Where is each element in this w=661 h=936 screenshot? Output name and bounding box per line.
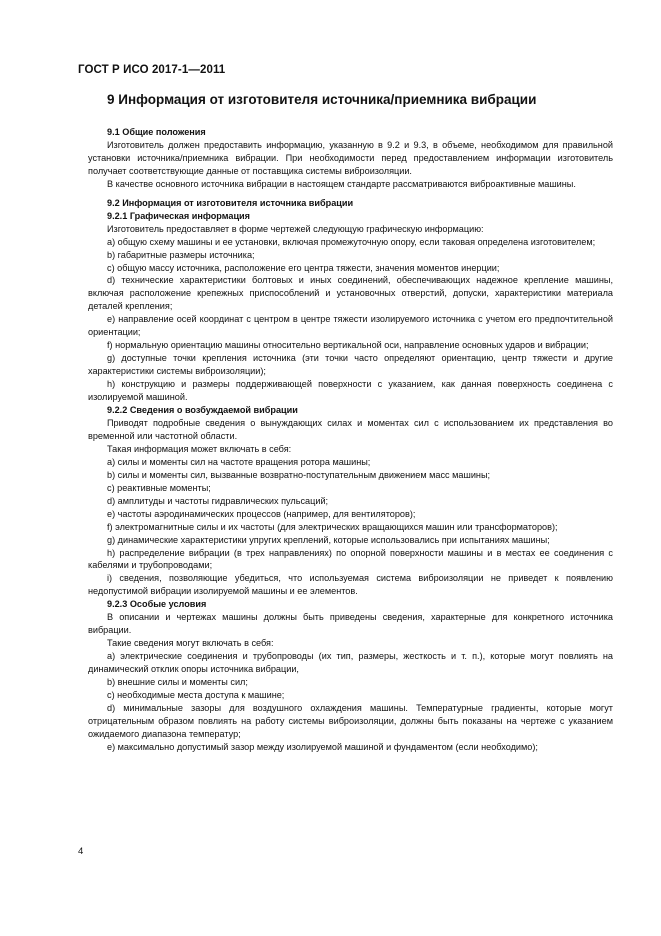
list-item: b) силы и моменты сил, вызванные возвратно-поступательным движением масс машины; xyxy=(107,469,491,480)
list-item: h) распределение вибрации (в трех направлениях) по опорной поверхности машины и в местах ее соединения с кабелями и трубопроводами; xyxy=(88,547,613,571)
list-item: h) конструкцию и размеры поддерживающей поверхности с указанием, как данная поверхность соединена с изолируемой машиной. xyxy=(88,379,613,403)
subsection-heading-9-2-3: 9.2.3 Особые условия xyxy=(107,599,207,610)
list-item: b) внешние силы и моменты сил; xyxy=(107,677,248,688)
list-item: c) реактивные моменты; xyxy=(107,482,211,493)
subsection-heading-9-2: 9.2 Информация от изготовителя источника вибрации xyxy=(107,197,354,208)
list-item: i) сведения, позволяющие убедиться, что используемая система виброизоляции не приведет к появлению недопустимой вибрации изолируемой машины и ее элементов. xyxy=(88,573,613,597)
subsection-heading-9-2-1: 9.2.1 Графическая информация xyxy=(107,210,250,221)
paragraph: Такая информация может включать в себя: xyxy=(107,443,292,454)
list-item: d) технические характеристики болтовых и иных соединений, обеспечивающих надежное крепление машины, включая расположение крепежных приспособлений и установочных отверстий, допуски, характеристики материала деталей крепления; xyxy=(88,275,613,312)
list-item: a) общую схему машины и ее установки, включая промежуточную опору, если таковая определена изготовителем; xyxy=(107,236,596,247)
list-item: c) общую массу источника, расположение его центра тяжести, значения моментов инерции; xyxy=(107,262,500,273)
paragraph: Приводят подробные сведения о вынуждающих силах и моментах сил с использованием их представления во временной или частотной области. xyxy=(88,417,613,441)
subsection-heading-9-2-2: 9.2.2 Сведения о возбуждаемой вибрации xyxy=(107,405,298,416)
list-item: a) силы и моменты сил на частоте вращения ротора машины; xyxy=(107,456,371,467)
list-item: f) электромагнитные силы и их частоты (для электрических вращающихся машин или трансформаторов); xyxy=(107,521,558,532)
paragraph: Такие сведения могут включать в себя: xyxy=(107,638,274,649)
paragraph: В описании и чертежах машины должны быть приведены сведения, характерные для конкретного источника вибрации. xyxy=(88,612,613,636)
page-number: 4 xyxy=(78,846,84,857)
paragraph: В качестве основного источника вибрации в настоящем стандарте рассматриваются виброактивные машины. xyxy=(107,178,576,189)
list-item: e) максимально допустимый зазор между изолируемой машиной и фундаментом (если необходимо); xyxy=(107,741,538,752)
document-code: ГОСТ Р ИСО 2017-1—2011 xyxy=(78,64,226,76)
list-item: g) доступные точки крепления источника (эти точки часто определяют ориентацию, центр тяжести и другие характеристики системы виброизоляции); xyxy=(88,353,613,377)
list-item: d) минимальные зазоры для воздушного охлаждения машины. Температурные градиенты, которые могут отрицательным образом повлиять на работу системы виброизоляции, должны быть показаны на чертеже с указанием ожидаемого диапазона температур; xyxy=(88,702,613,739)
list-item: f) нормальную ориентацию машины относительно вертикальной оси, направление основных ударов и вибрации; xyxy=(107,340,589,351)
subsection-heading-9-1: 9.1 Общие положения xyxy=(107,127,206,137)
paragraph: Изготовитель предоставляет в форме чертежей следующую графическую информацию: xyxy=(107,223,484,234)
paragraph: Изготовитель должен предоставить информацию, указанную в 9.2 и 9.3, в объеме, необходимом для правильной установки источника/приемника вибрации. При необходимости перед предоставлением информации изготовитель получает соответствующие данные от поставщика системы виброизоляции. xyxy=(88,139,613,176)
list-item: d) амплитуды и частоты гидравлических пульсаций; xyxy=(107,495,329,506)
section-title: 9 Информация от изготовителя источника/приемника вибрации xyxy=(107,92,537,107)
document-body xyxy=(88,126,613,754)
list-item: g) динамические характеристики упругих креплений, которые использовались при испытаниях машины; xyxy=(107,534,550,545)
list-item: e) направление осей координат с центром в центре тяжести изолируемого источника с учетом его предпочтительной ориентации; xyxy=(88,314,613,338)
list-item: b) габаритные размеры источника; xyxy=(107,249,255,260)
list-item: e) частоты аэродинамических процессов (например, для вентиляторов); xyxy=(107,508,416,519)
list-item: a) электрические соединения и трубопроводы (их тип, размеры, жесткость и т. п.), которые могут повлиять на динамический отклик опоры источника вибрации, xyxy=(88,651,613,675)
list-item: c) необходимые места доступа к машине; xyxy=(107,689,285,700)
